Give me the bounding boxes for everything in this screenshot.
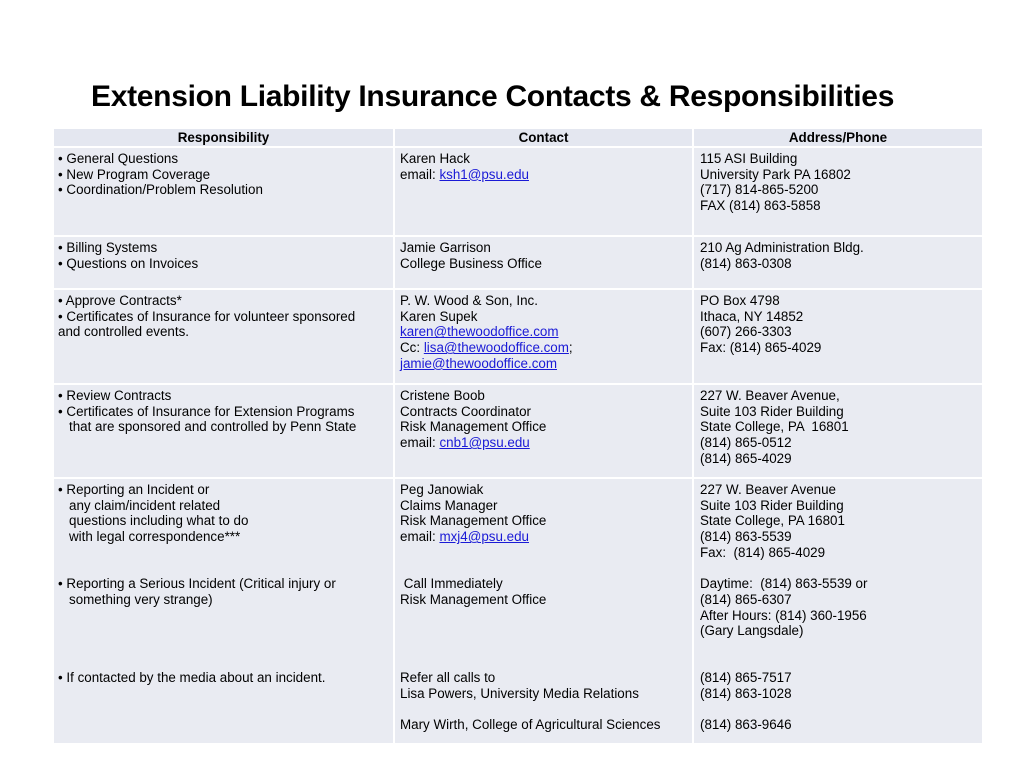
phone-line: (814) 865-7517 — [700, 670, 792, 686]
email-label: email: — [400, 529, 440, 545]
contact-name: Peg Janowiak — [400, 482, 484, 497]
phone-line: (607) 266-3303 — [700, 324, 792, 340]
responsibility-cell — [53, 236, 394, 289]
responsibility-item: • Questions on Invoices — [58, 255, 199, 271]
table-row — [53, 384, 983, 478]
phone-line: (814) 863-1028 — [700, 686, 792, 702]
phone-line: After Hours: (814) 360-1956 — [700, 607, 867, 623]
address-line: State College, PA 16801 — [700, 513, 845, 529]
responsibility-cell — [53, 147, 394, 236]
contact-cell — [394, 147, 693, 236]
contact-office: Risk Management Office — [400, 591, 547, 607]
phone-line: (814) 863-0308 — [700, 255, 792, 271]
address-line: 227 W. Beaver Avenue — [700, 482, 836, 497]
responsibility-item: • Certificates of Insurance for Extension Programs — [58, 403, 355, 419]
responsibility-item: • Certificates of Insurance for volunteer sponsored — [58, 308, 356, 324]
email-link[interactable]: lisa@thewoodoffice.com — [423, 340, 569, 356]
contact-office: Risk Management Office — [400, 419, 547, 435]
contact-role: Contracts Coordinator — [400, 403, 531, 419]
email-link[interactable]: jamie@thewoodoffice.com — [400, 355, 557, 371]
contacts-table — [52, 127, 984, 745]
contact-name: Karen Supek — [400, 308, 478, 324]
responsibility-cell — [53, 384, 394, 478]
address-line: University Park PA 16802 — [700, 166, 851, 182]
table-header-row — [53, 128, 983, 147]
email-link[interactable]: ksh1@psu.edu — [439, 166, 529, 182]
header-address-phone: Address/Phone — [693, 128, 983, 147]
responsibility-item: • If contacted by the media about an incident. — [58, 670, 326, 686]
email-link[interactable]: mxj4@psu.edu — [439, 529, 529, 545]
responsibility-item: • Reporting an Incident or — [58, 482, 210, 497]
contact-company: P. W. Wood & Son, Inc. — [400, 293, 538, 308]
contact-name: Cristene Boob — [400, 388, 485, 403]
table-row — [53, 236, 983, 289]
address-line: Suite 103 Rider Building — [700, 403, 844, 419]
contact-instruction: Refer all calls to — [400, 670, 496, 686]
contact-cell — [394, 289, 693, 384]
address-line: 210 Ag Administration Bldg. — [700, 240, 864, 255]
address-line: Suite 103 Rider Building — [700, 497, 844, 513]
fax-line: Fax: (814) 865-4029 — [700, 340, 822, 356]
address-cell — [693, 289, 983, 384]
fax-line: Fax: (814) 865-4029 — [700, 544, 826, 560]
phone-line: (814) 863-5539 — [700, 529, 792, 545]
responsibility-item: questions including what to do — [69, 513, 249, 529]
phone-line: Daytime: (814) 863-5539 or — [700, 576, 868, 592]
email-link[interactable]: cnb1@psu.edu — [439, 435, 530, 451]
contact-cell — [394, 384, 693, 478]
responsibility-cell — [53, 478, 394, 744]
responsibility-cell — [53, 289, 394, 384]
responsibility-item: • New Program Coverage — [58, 166, 211, 182]
header-contact: Contact — [394, 128, 693, 147]
fax-line: FAX (814) 863-5858 — [700, 198, 821, 214]
address-line: PO Box 4798 — [700, 293, 780, 308]
email-label: email: — [400, 166, 440, 182]
contact-name: Jamie Garrison — [400, 240, 491, 255]
responsibility-item: • Review Contracts — [58, 388, 172, 403]
responsibility-item: that are sponsored and controlled by Penn State — [69, 419, 357, 435]
separator: ; — [568, 340, 573, 356]
contact-office: College Business Office — [400, 255, 542, 271]
responsibility-item: • Billing Systems — [58, 240, 158, 255]
contact-cell — [394, 478, 693, 744]
address-line: State College, PA 16801 — [700, 419, 849, 435]
address-cell — [693, 236, 983, 289]
phone-line: (814) 865-4029 — [700, 450, 792, 466]
table-row — [53, 289, 983, 384]
phone-line: (814) 863-9646 — [700, 717, 792, 733]
contact-instruction: Call Immediately — [400, 576, 503, 592]
address-cell — [693, 478, 983, 744]
contact-office: Risk Management Office — [400, 513, 547, 529]
contact-name: (Gary Langsdale) — [700, 623, 804, 639]
contact-role: Claims Manager — [400, 497, 498, 513]
contact-name: Karen Hack — [400, 151, 470, 166]
address-cell — [693, 147, 983, 236]
header-responsibility: Responsibility — [53, 128, 394, 147]
responsibility-item: and controlled events. — [58, 324, 190, 340]
contact-cell — [394, 236, 693, 289]
cc-label: Cc: — [400, 340, 424, 356]
contact-name: Mary Wirth, College of Agricultural Sciences — [400, 717, 661, 733]
contact-name: Lisa Powers, University Media Relations — [400, 686, 639, 702]
responsibility-item: • General Questions — [58, 151, 179, 166]
responsibility-item: something very strange) — [69, 591, 213, 607]
phone-line: (717) 814-865-5200 — [700, 182, 819, 198]
page-title: Extension Liability Insurance Contacts & Responsibilities — [91, 80, 895, 113]
responsibility-item: • Coordination/Problem Resolution — [58, 182, 263, 198]
email-label: email: — [400, 435, 440, 451]
email-link[interactable]: karen@thewoodoffice.com — [400, 324, 559, 340]
table-row — [53, 478, 983, 744]
address-line: Ithaca, NY 14852 — [700, 308, 804, 324]
responsibility-item: with legal correspondence*** — [69, 529, 241, 545]
responsibility-item: any claim/incident related — [69, 497, 221, 513]
address-line: 115 ASI Building — [700, 151, 798, 166]
phone-line: (814) 865-6307 — [700, 591, 792, 607]
responsibility-item: • Reporting a Serious Incident (Critical injury or — [58, 576, 336, 592]
table-row — [53, 147, 983, 236]
phone-line: (814) 865-0512 — [700, 435, 792, 451]
address-line: 227 W. Beaver Avenue, — [700, 388, 840, 403]
responsibility-item: • Approve Contracts* — [58, 293, 182, 308]
address-cell — [693, 384, 983, 478]
